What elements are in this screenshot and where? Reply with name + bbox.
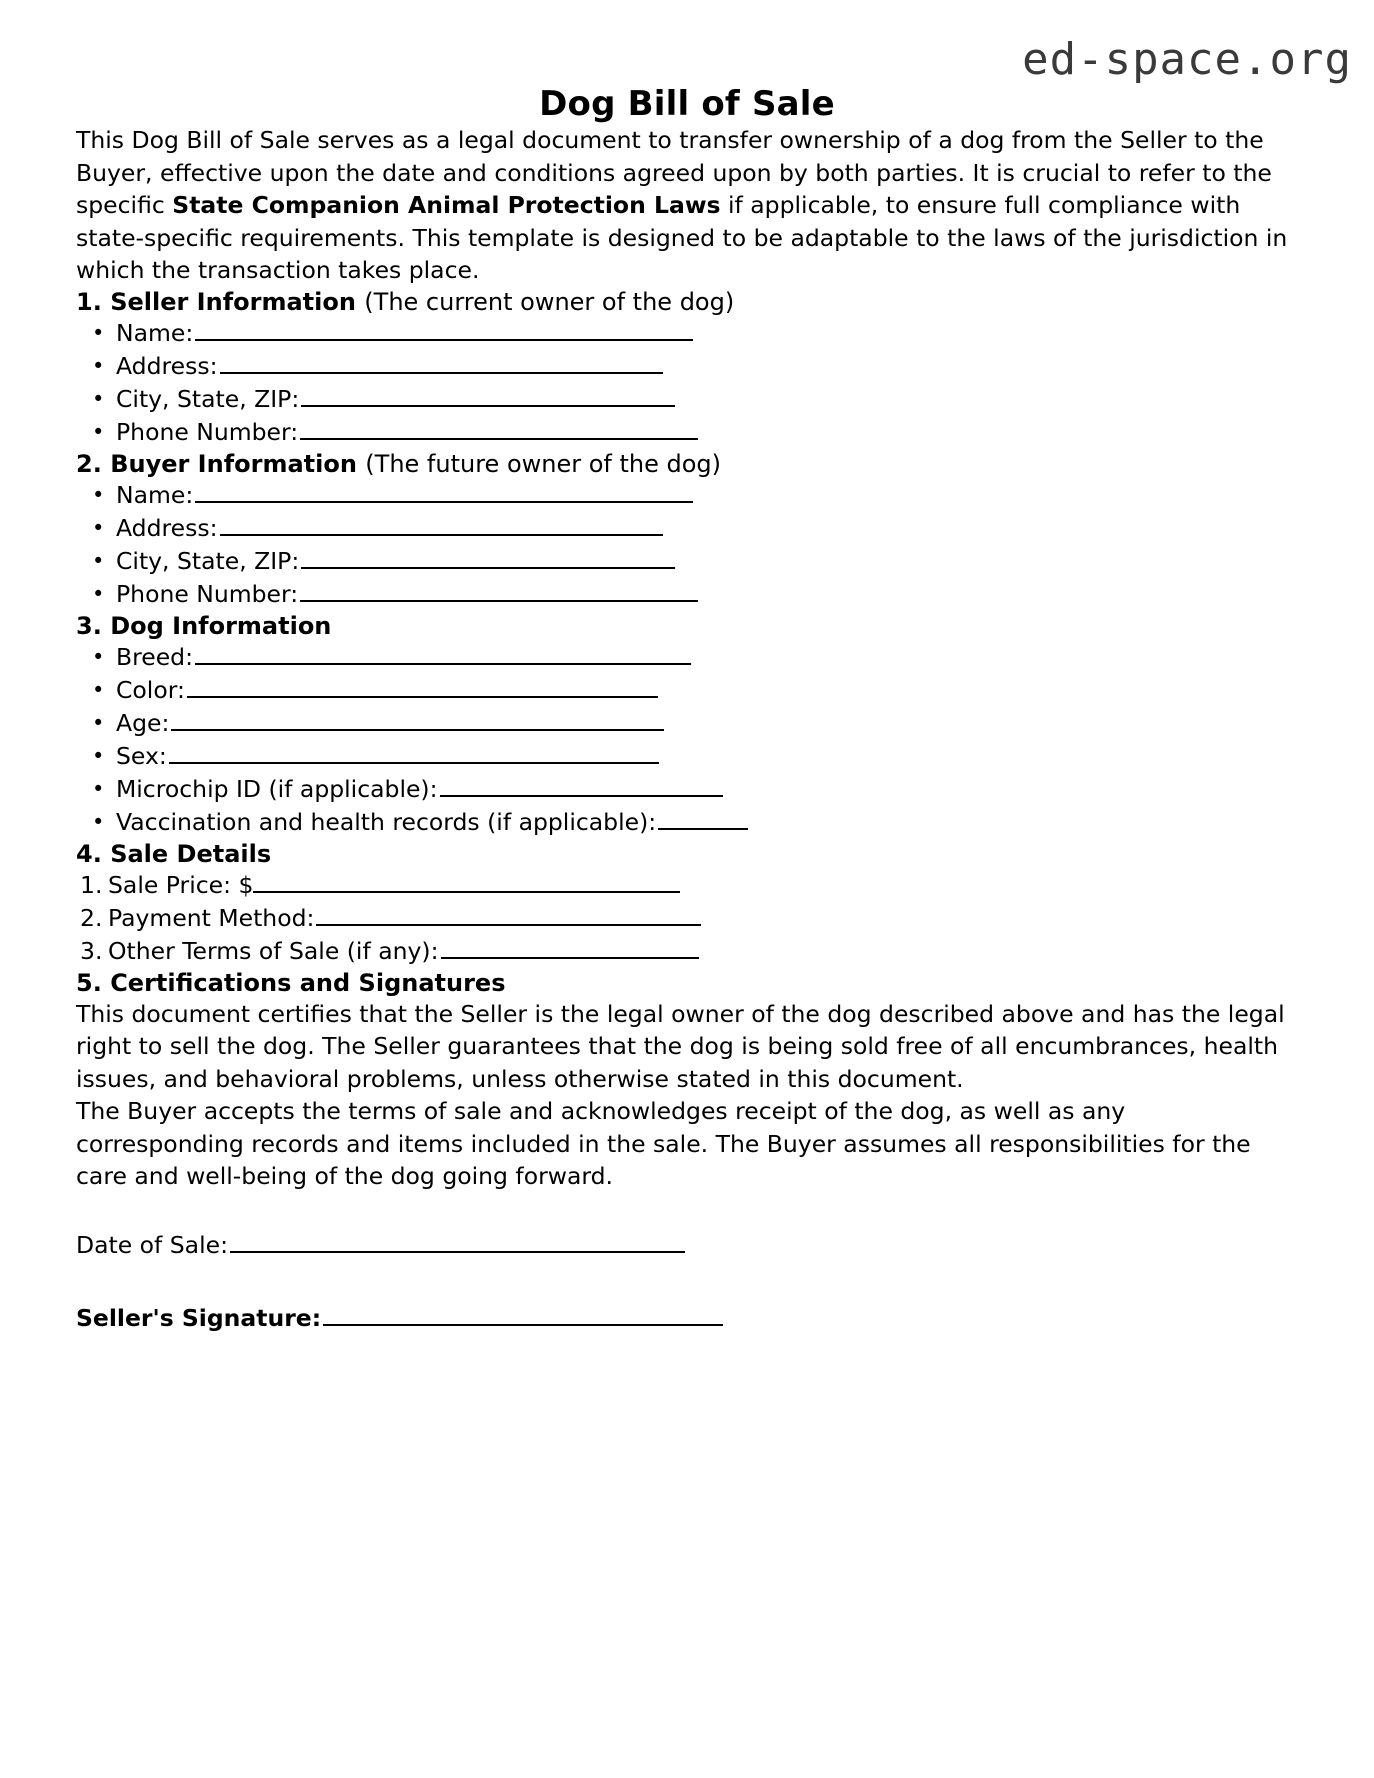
section-number-certifications: 5.	[76, 968, 102, 997]
section-title-dog: Dog Information	[110, 611, 332, 640]
field-label: Name:	[116, 318, 194, 347]
section-number-dog: 3.	[76, 611, 102, 640]
section-number-seller: 1.	[76, 287, 102, 316]
fill-blank-seller-city-state-zip[interactable]	[301, 386, 675, 407]
fill-blank-buyer-phone[interactable]	[300, 581, 698, 602]
field-label: City, State, ZIP:	[116, 546, 300, 575]
certification-paragraph-2: The Buyer accepts the terms of sale and acknowledges receipt of the dog, as well as any corresponding records and items included in the sale. The Buyer assumes all responsibilities for the care and well-being of the dog going forward.	[76, 1097, 1251, 1190]
list-item	[116, 383, 1296, 416]
section-title-certifications: Certifications and Signatures	[110, 968, 506, 997]
seller-signature-label: Seller's Signature:	[76, 1303, 322, 1332]
section-number-buyer: 2.	[76, 449, 102, 478]
certification-paragraph-1: This document certifies that the Seller is the legal owner of the dog described above and has the legal right to sell the dog. The Seller guarantees that the dog is being sold free of all encumbrances, health issues, and behavioral problems, unless otherwise stated in this document.	[76, 999, 1285, 1093]
intro-paragraph	[76, 124, 1296, 287]
fill-blank-buyer-name[interactable]	[195, 482, 693, 503]
date-of-sale-row	[76, 1229, 1296, 1262]
fill-blank-dog-sex[interactable]	[169, 743, 659, 764]
date-of-sale-label: Date of Sale:	[76, 1230, 228, 1259]
fill-blank-payment-method[interactable]	[316, 905, 701, 926]
list-item	[116, 674, 1296, 707]
list-item	[116, 740, 1296, 773]
field-label: Microchip ID (if applicable):	[116, 774, 438, 803]
fill-blank-dog-microchip-id[interactable]	[440, 776, 723, 797]
fill-blank-dog-age[interactable]	[171, 710, 664, 731]
list-item	[116, 479, 1296, 512]
field-label: Name:	[116, 480, 194, 509]
section-title-buyer: Buyer Information	[110, 449, 357, 478]
fill-blank-seller-name[interactable]	[195, 320, 693, 341]
field-label: Age:	[116, 708, 170, 737]
section-note-seller: (The current owner of the dog)	[364, 287, 735, 316]
site-watermark: ed-space.org	[1022, 34, 1352, 85]
fill-blank-seller-address[interactable]	[220, 353, 663, 374]
list-item	[116, 707, 1296, 740]
list-item	[116, 578, 1296, 611]
field-label: Color:	[116, 675, 185, 704]
section-number-sale: 4.	[76, 839, 102, 868]
fill-blank-buyer-city-state-zip[interactable]	[301, 548, 675, 569]
field-label: Breed:	[116, 642, 194, 671]
section-heading-buyer	[76, 449, 1296, 479]
page-title: Dog Bill of Sale	[539, 84, 835, 124]
list-item	[116, 416, 1296, 449]
fill-blank-seller-phone[interactable]	[300, 419, 698, 440]
list-item	[116, 773, 1296, 806]
fill-blank-sale-price[interactable]	[253, 872, 680, 893]
fill-blank-seller-signature[interactable]	[323, 1305, 723, 1326]
list-item	[116, 641, 1296, 674]
field-label: Vaccination and health records (if applicable):	[116, 807, 657, 836]
seller-signature-row	[76, 1302, 1296, 1335]
list-item	[116, 512, 1296, 545]
list-item	[116, 545, 1296, 578]
section-heading-seller	[76, 287, 1296, 317]
field-label: Phone Number:	[116, 417, 299, 446]
field-label: City, State, ZIP:	[116, 384, 300, 413]
intro-text-part1: This Dog Bill of Sale serves as a legal document to transfer ownership of a dog from the Seller to the Buyer, effective upon the date and conditions agreed upon by both parties. It is crucial to refer to the specific	[76, 126, 1272, 219]
field-label: Address:	[116, 351, 218, 380]
section-heading-dog	[76, 611, 1296, 641]
fill-blank-dog-vaccination-records[interactable]	[658, 809, 748, 830]
sale-details-list	[76, 869, 1296, 968]
document-body	[0, 124, 1374, 1335]
section-note-buyer: (The future owner of the dog)	[365, 449, 722, 478]
list-item	[108, 935, 1296, 968]
field-label: Sex:	[116, 741, 167, 770]
section-title-sale: Sale Details	[110, 839, 272, 868]
list-item	[108, 869, 1296, 902]
list-item	[116, 317, 1296, 350]
section-title-seller: Seller Information	[110, 287, 356, 316]
fill-blank-date-of-sale[interactable]	[230, 1232, 685, 1253]
list-item	[116, 806, 1296, 839]
section-heading-certifications	[76, 968, 1296, 998]
field-label: Other Terms of Sale (if any):	[108, 936, 439, 965]
fill-blank-dog-color[interactable]	[187, 677, 658, 698]
list-item	[108, 902, 1296, 935]
list-item	[116, 350, 1296, 383]
intro-text-part2: if applicable, to ensure full compliance with state-specific requirements. This template is designed to be adaptable to the laws of the jurisdiction in which the transaction takes place.	[76, 191, 1288, 284]
fill-blank-dog-breed[interactable]	[195, 644, 691, 665]
intro-bold-phrase: State Companion Animal Protection Laws	[172, 191, 721, 219]
dog-field-list	[76, 641, 1296, 839]
buyer-field-list	[76, 479, 1296, 611]
fill-blank-other-terms[interactable]	[441, 938, 699, 959]
field-label: Phone Number:	[116, 579, 299, 608]
field-label: Payment Method:	[108, 903, 315, 932]
field-label: Address:	[116, 513, 218, 542]
field-label: Sale Price: $	[108, 870, 254, 899]
section-heading-sale	[76, 839, 1296, 869]
fill-blank-buyer-address[interactable]	[220, 515, 663, 536]
seller-field-list	[76, 317, 1296, 449]
